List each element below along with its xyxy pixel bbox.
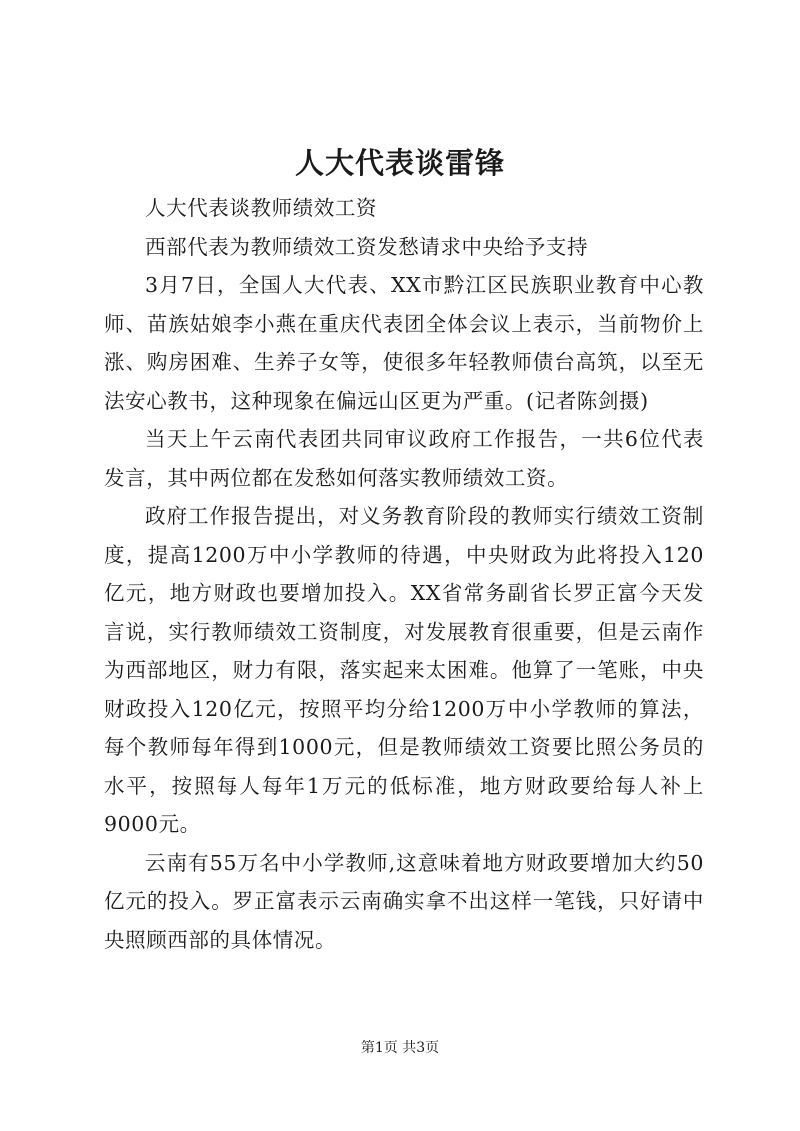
paragraph: 当天上午云南代表团共同审议政府工作报告，一共6位代表发言，其中两位都在发愁如何落实教师绩效工资。	[104, 427, 704, 490]
paragraph: 政府工作报告提出，对义务教育阶段的教师实行绩效工资制度，提高1200万中小学教师的待遇，中央财政为此将投入120亿元，地方财政也要增加投入。XX省常务副省长罗正富今天发言说，实行教师绩效工资制度，对发展教育很重要，但是云南作为西部地区，财力有限，落实起来太困难。他算了一笔账，中央财政投入120亿元，按照平均分给1200万中小学教师的算法，每个教师每年得到1000元，但是教师绩效工资要比照公务员的水平，按照每人每年1万元的低标准，地方财政要给每人补上9000元。	[104, 504, 704, 836]
document-body	[104, 189, 704, 959]
paragraph: 3月7日，全国人大代表、XX市黔江区民族职业教育中心教师、苗族姑娘李小燕在重庆代表团全体会议上表示，当前物价上涨、购房困难、生养子女等，使很多年轻教师债台高筑，以至无法安心教书，这种现象在偏远山区更为严重。(记者陈剑摄)	[104, 273, 704, 413]
paragraph: 人大代表谈教师绩效工资	[145, 196, 378, 220]
paragraph: 云南有55万名中小学教师,这意味着地方财政要增加大约50亿元的投入。罗正富表示云南确实拿不出这样一笔钱，只好请中央照顾西部的具体情况。	[104, 850, 704, 952]
document-title: 人大代表谈雷锋	[294, 146, 505, 180]
page-number-footer: 第1页 共3页	[360, 1040, 440, 1056]
paragraph: 西部代表为教师绩效工资发愁请求中央给予支持	[145, 234, 589, 259]
